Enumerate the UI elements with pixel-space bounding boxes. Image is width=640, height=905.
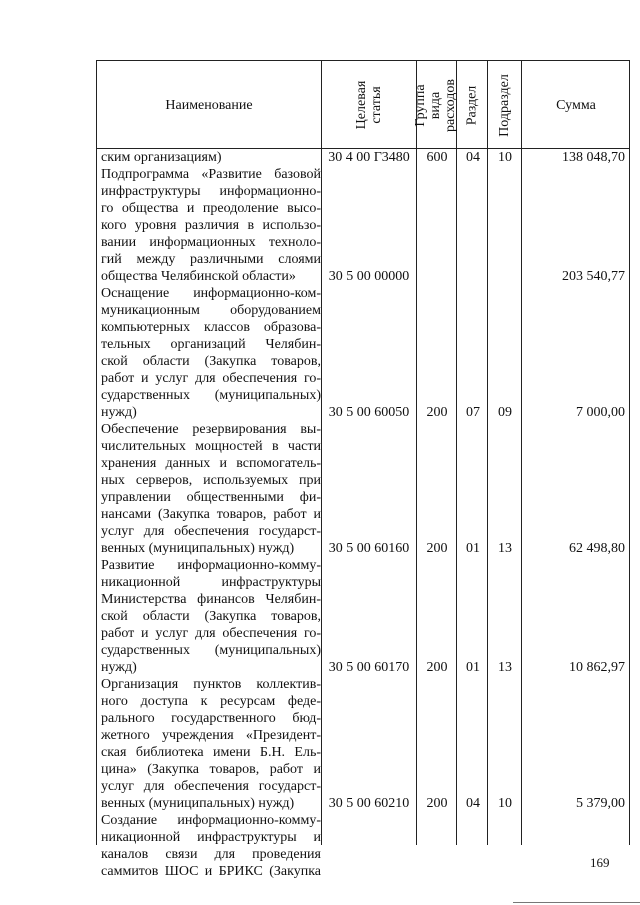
name-line: ных серверов, используемых при <box>101 473 321 488</box>
header-section: Раздел <box>464 85 480 125</box>
name-line: управлении общественными фи- <box>101 490 321 505</box>
sum-cell: 62 498,80 <box>569 541 625 556</box>
name-line: никационной инфраструктуры и <box>101 830 321 845</box>
name-line: нужд) <box>101 405 137 420</box>
name-line: Организация пунктов коллектив- <box>101 677 321 692</box>
header-subsection: Подраздел <box>496 73 512 137</box>
name-line: вании информационных техноло- <box>101 235 321 250</box>
name-line: жетного учреждения «Президент- <box>101 728 321 743</box>
target-article-cell: 30 5 00 60210 <box>328 796 410 811</box>
section-cell: 04 <box>466 150 480 165</box>
col-divider <box>521 61 522 845</box>
name-line: го общества и преодоление высо- <box>101 201 321 216</box>
expense-group-cell: 200 <box>426 796 448 811</box>
name-line: услуг для обеспечения государст- <box>101 524 321 539</box>
name-line: гий между различными слоями <box>101 252 321 267</box>
col-divider <box>487 61 488 845</box>
sum-cell: 7 000,00 <box>576 405 625 420</box>
name-line: инфраструктуры информационно- <box>101 184 321 199</box>
col-divider <box>456 61 457 845</box>
subsection-cell: 10 <box>498 796 512 811</box>
target-article-cell: 30 5 00 00000 <box>328 269 410 284</box>
sum-cell: 138 048,70 <box>562 150 625 165</box>
name-line: работ и услуг для обеспечения го- <box>101 371 321 386</box>
sum-cell: 203 540,77 <box>562 269 625 284</box>
name-line: ской области (Закупка товаров, <box>101 354 321 369</box>
header-section-cell <box>456 61 487 149</box>
name-line: хранения данных и вспомогатель- <box>101 456 321 471</box>
name-line: Обеспечение резервирования вы- <box>101 422 321 437</box>
name-line: тельных организаций Челябин- <box>101 337 321 352</box>
name-line: числительных мощностей в части <box>101 439 321 454</box>
name-line: сударственных (муниципальных) <box>101 643 321 658</box>
subsection-cell: 10 <box>498 150 512 165</box>
name-line: ской области (Закупка товаров, <box>101 609 321 624</box>
name-line: муникационным оборудованием <box>101 303 321 318</box>
section-cell: 04 <box>466 796 480 811</box>
name-line: Создание информационно-комму- <box>101 813 321 828</box>
sum-cell: 10 862,97 <box>569 660 625 675</box>
name-line: общества Челябинской области» <box>101 269 296 284</box>
subsection-cell: 09 <box>498 405 512 420</box>
header-subsection-cell <box>487 61 521 149</box>
page-number: 169 <box>590 855 610 870</box>
name-line: нансами (Закупка товаров, работ и <box>101 507 321 522</box>
subsection-cell: 13 <box>498 541 512 556</box>
target-article-cell: 30 5 00 60050 <box>328 405 410 420</box>
col-divider <box>416 61 417 845</box>
name-line: Подпрограмма «Развитие базовой <box>101 167 321 182</box>
col-divider <box>321 61 322 845</box>
name-line: никационной инфраструктуры <box>101 575 321 590</box>
name-line: компьютерных классов образова- <box>101 320 321 335</box>
header-name-cell <box>97 61 321 149</box>
expense-group-cell: 600 <box>426 150 448 165</box>
name-line: венных (муниципальных) нужд) <box>101 796 295 811</box>
sum-cell: 5 379,00 <box>576 796 625 811</box>
name-line: нужд) <box>101 660 137 675</box>
name-line: сударственных (муниципальных) <box>101 388 321 403</box>
table-header <box>97 61 629 149</box>
section-cell: 07 <box>466 405 480 420</box>
name-line: рального государственного бюд- <box>101 711 321 726</box>
header-expense-group: Группа вида расходов <box>413 78 459 132</box>
name-line: Оснащение информационно-ком- <box>101 286 321 301</box>
header-group-cell <box>413 61 459 149</box>
target-article-cell: 30 5 00 60160 <box>328 541 410 556</box>
expense-group-cell: 200 <box>426 405 448 420</box>
name-line: ного доступа к ресурсам феде- <box>101 694 321 709</box>
name-line: саммитов ШОС и БРИКС (Закупка <box>101 864 321 879</box>
target-article-cell: 30 4 00 Г3480 <box>328 150 410 165</box>
section-cell: 01 <box>466 660 480 675</box>
expense-group-cell: 200 <box>426 660 448 675</box>
name-line: Министерства финансов Челябин- <box>101 592 321 607</box>
name-line: услуг для обеспечения государст- <box>101 779 321 794</box>
name-line: каналов связи для проведения <box>101 847 321 862</box>
name-line: ским организациям) <box>101 150 222 165</box>
header-sum-cell <box>521 61 631 149</box>
name-line: цина» (Закупка товаров, работ и <box>101 762 321 777</box>
expense-group-cell: 200 <box>426 541 448 556</box>
name-line: работ и услуг для обеспечения го- <box>101 626 321 641</box>
header-sum: Сумма <box>556 97 596 113</box>
name-line: Развитие информационно-комму- <box>101 558 321 573</box>
header-name: Наименование <box>165 97 253 113</box>
name-line: кого уровня различия в использо- <box>101 218 321 233</box>
target-article-cell: 30 5 00 60170 <box>328 660 410 675</box>
name-line: ская библиотека имени Б.Н. Ель- <box>101 745 321 760</box>
header-code-cell <box>321 61 416 149</box>
section-cell: 01 <box>466 541 480 556</box>
subsection-cell: 13 <box>498 660 512 675</box>
header-target-article: Целевая статья <box>353 80 384 130</box>
name-line: венных (муниципальных) нужд) <box>101 541 295 556</box>
corner-rule <box>513 902 640 903</box>
